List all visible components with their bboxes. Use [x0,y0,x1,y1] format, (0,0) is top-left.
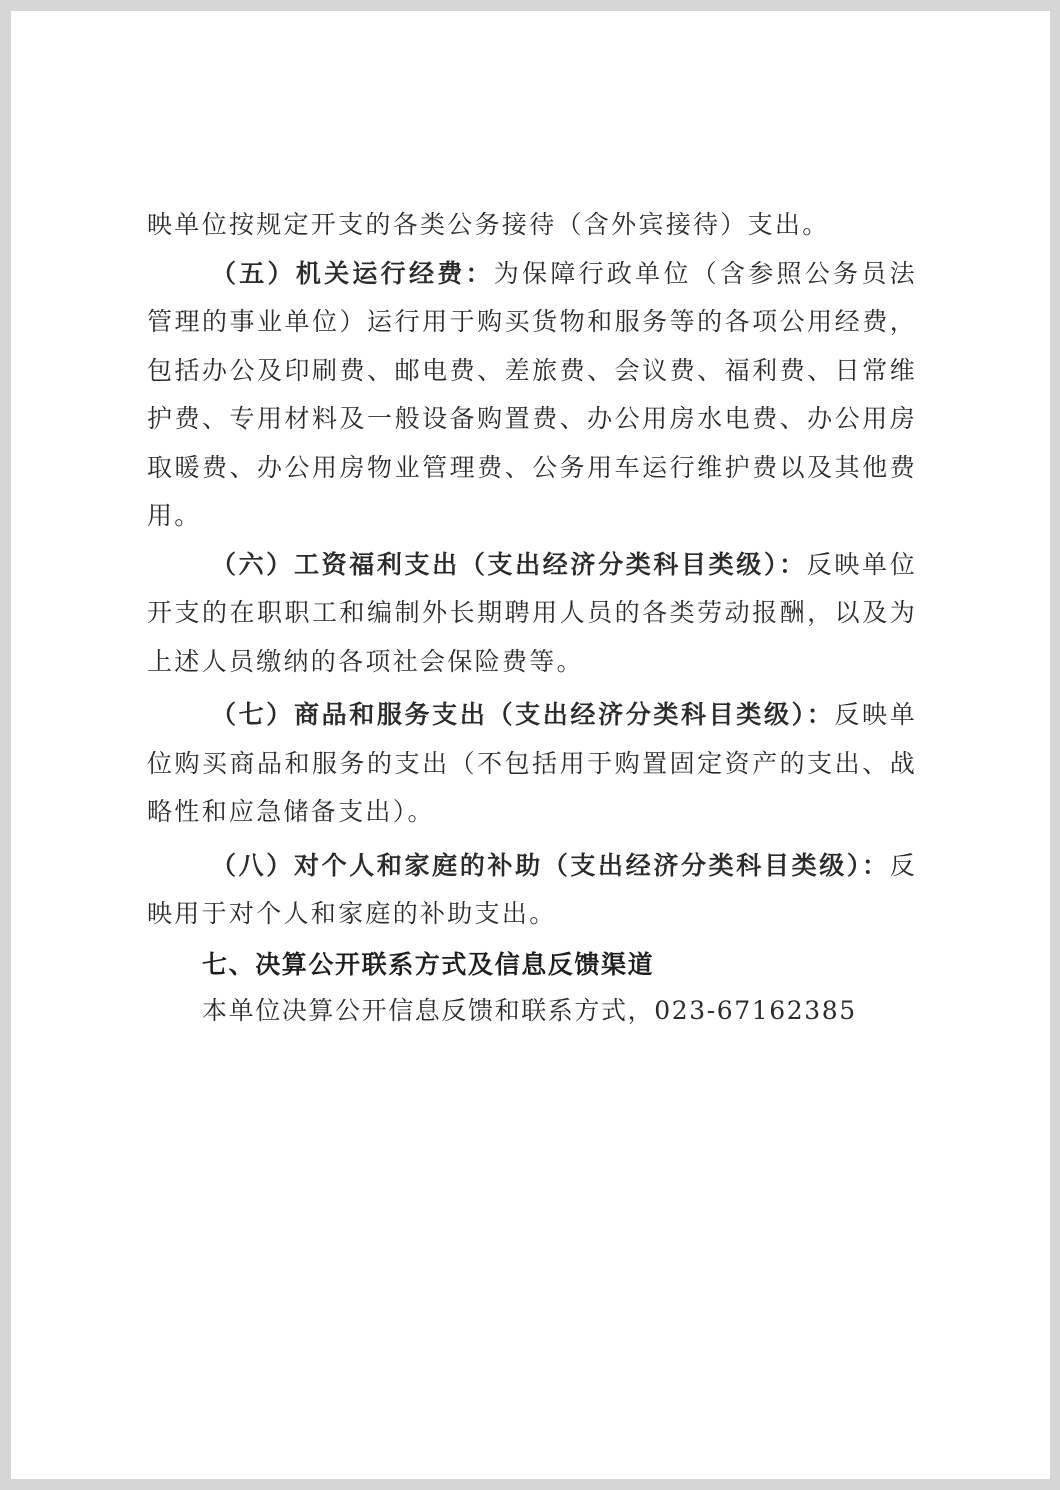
paragraph-household-subsidy [147,842,917,939]
term-definition: 反映单位购买商品和服务的支出（不包括用于购置固定资产的支出、战略性和应急储备支出）。 [147,700,918,826]
contact-info: 本单位决算公开信息反馈和联系方式，023-67162385 [202,996,857,1025]
paragraph-goods-services [147,691,917,837]
paragraph-public-reception-continued: 映单位按规定开支的各类公务接待（含外宾接待）支出。 [147,210,830,239]
section-heading-contact: 七、决算公开联系方式及信息反馈渠道 [202,949,655,979]
paragraph-office-operating-expenses [147,250,917,541]
term-label: （六）工资福利支出（支出经济分类科目类级）： [211,549,807,579]
paragraph-wages-welfare [147,541,917,687]
term-label: （八）对个人和家庭的补助（支出经济分类科目类级）： [211,850,890,880]
term-definition: 反映用于对个人和家庭的补助支出。 [147,850,917,928]
term-definition: 为保障行政单位（含参照公务员法管理的事业单位）运行用于购买货物和服务等的各项公用经费，包括办公及印刷费、邮电费、差旅费、会议费、福利费、日常维护费、专用材料及一般设备购置费、办公用房水电费、办公用房取暖费、办公用房物业管理费、公务用车运行维护费以及其他费用。 [147,258,917,530]
term-definition: 反映单位开支的在职职工和编制外长期聘用人员的各类劳动报酬，以及为上述人员缴纳的各项社会保险费等。 [147,549,917,676]
document-body [147,201,917,1033]
term-label: （七）商品和服务支出（支出经济分类科目类级）： [211,700,835,729]
term-label: （五）机关运行经费： [211,258,494,288]
document-page [11,11,1050,1479]
